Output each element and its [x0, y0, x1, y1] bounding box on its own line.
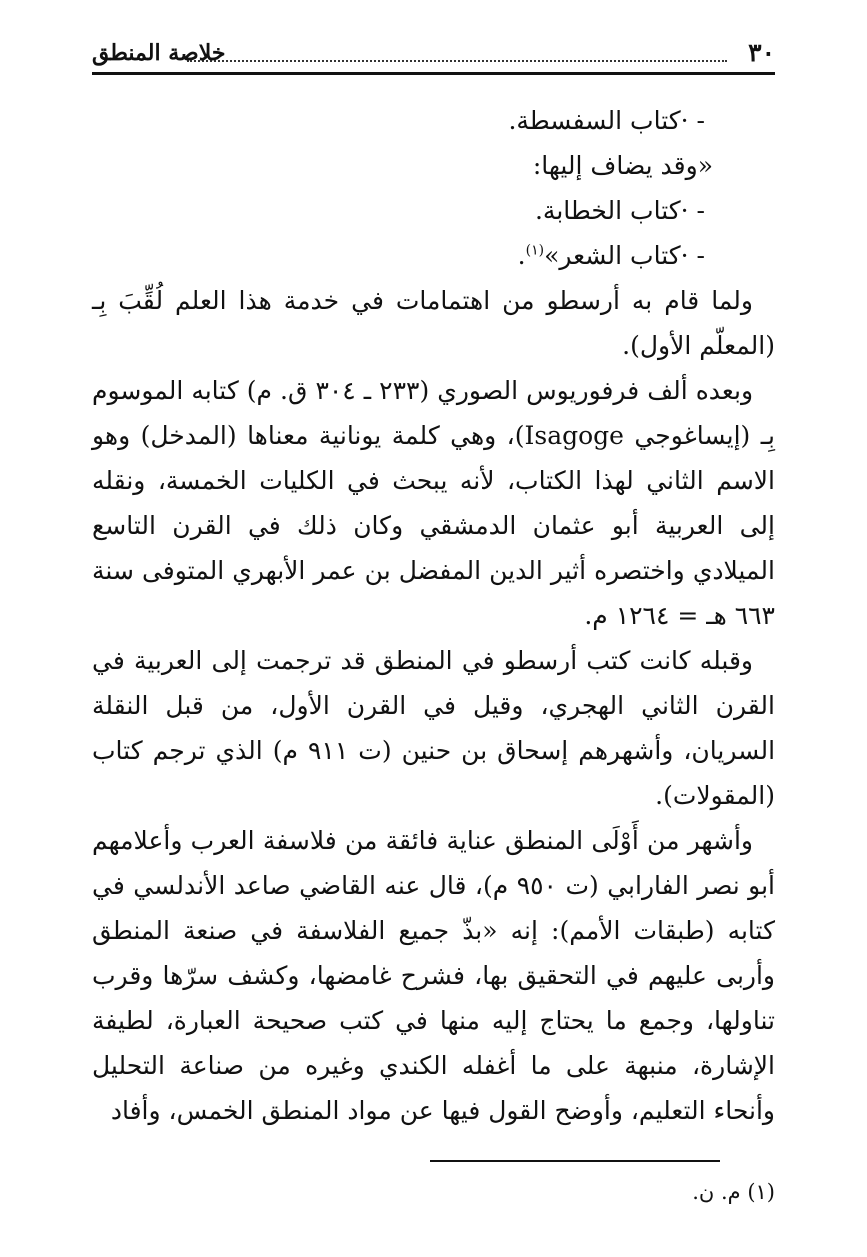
header-dotted-leader: [187, 46, 727, 62]
body-text: [92, 98, 775, 1133]
paragraph-porphyry: وبعده ألف فرفوريوس الصوري (٢٣٣ ـ ٣٠٤ ق. م) كتابه الموسوم بِـ (إيساغوجي Isagoge)، وهي كلمة يونانية معناها (المدخل) وهو الاسم الثاني لهذا الكتاب، لأنه يبحث في الكليات الخمسة، ونقله إلى العربية أبو عثمان الدمشقي وكان ذلك في القرن التاسع الميلادي واختصره أثير الدين المفضل بن عمر الأبهري المتوفى سنة ٦٦٣ هـ = ١٢٦٤ م.: [92, 376, 775, 630]
list-item-end: .: [517, 241, 526, 270]
running-title: خلاصة المنطق: [92, 40, 226, 66]
footnote: (١) م. ن.: [692, 1180, 775, 1204]
running-header: [92, 36, 775, 75]
list-item: - ·كتاب الخطابة.: [534, 196, 705, 225]
paragraph-first-teacher: ولما قام به أرسطو من اهتمامات في خدمة هذا العلم لُقِّبَ بِـ (المعلّم الأول).: [92, 286, 775, 360]
paragraph-translations: وقبله كانت كتب أرسطو في المنطق قد ترجمت إلى العربية في القرن الثاني الهجري، وقيل في القرن الأول، من قبل النقلة السريان، وأشهرهم إسحاق بن حنين (ت ٩١١ م) الذي ترجم كتاب (المقولات).: [92, 646, 776, 810]
list-intro: «وقد يضاف إليها:: [532, 151, 713, 180]
footnote-separator: [430, 1160, 720, 1162]
footnote-reference: (١): [525, 242, 545, 259]
list-item-text: - ·كتاب الشعر»: [544, 241, 705, 270]
list-item: - ·كتاب السفسطة.: [508, 106, 705, 135]
paragraph-farabi: وأشهر من أَوْلَى المنطق عناية فائقة من فلاسفة العرب وأعلامهم أبو نصر الفارابي (ت ٩٥٠ م)، قال عنه القاضي صاعد الأندلسي في كتابه (طبقات الأمم): إنه «بذّ جميع الفلاسفة في صنعة المنطق وأربى عليهم في التحقيق بها، فشرح غامضها، وكشف سرّها وقرب تناولها، وجمع ما يحتاج إليه منها في كتب صحيحة العبارة، لطيفة الإشارة، منبهة على ما أغفله الكندي وغيره من صناعة التحليل وأنحاء التعليم، وأوضح القول فيها عن مواد المنطق الخمس، وأفاد: [92, 826, 776, 1125]
page-number: ٣٠: [748, 38, 775, 67]
list-item: [92, 233, 775, 278]
